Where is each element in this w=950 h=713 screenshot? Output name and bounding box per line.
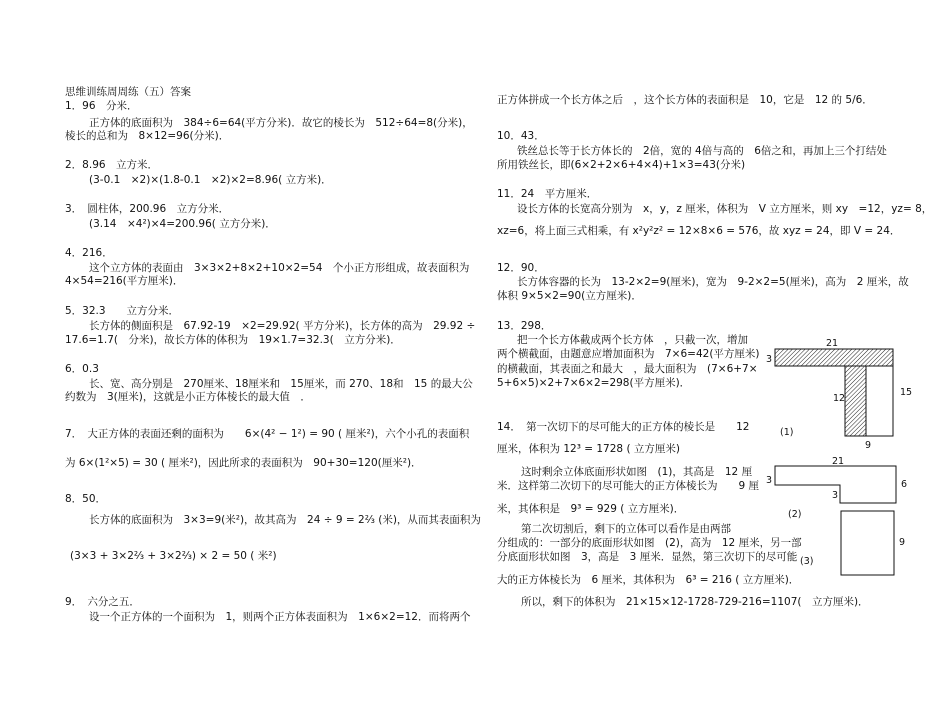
answer-11-heading: 11．24 平方厘米．: [497, 188, 598, 200]
answer-line: 长、宽、高分别是 270厘米、18厘米和 15厘米，而 270、18和 15 的最大公: [89, 378, 473, 390]
fig2-mid-label: 3: [832, 490, 839, 501]
answer-14-heading: 14． 第一次切下的尽可能大的正方体的棱长是 12: [497, 421, 750, 433]
answer-line: (3-0.1 ×2)×(1.8-0.1 ×2)×2=8.96( 立方米)．: [89, 174, 332, 186]
fig1-top-label: 21: [826, 338, 839, 349]
answer-line: 正方体拼成一个长方体之后 ，这个长方体的表面积是 10，它是 12 的 5/6．: [497, 94, 873, 106]
answer-line: 5+6×5)×2+7×6×2=298(平方厘米)．: [497, 377, 691, 389]
answer-line: 体积 9×5×2=90(立方厘米)．: [497, 290, 642, 302]
answer-7-line: 7． 大正方体的表面还剩的面积为 6×(4² − 1²) = 90 ( 厘米²)，六个小孔的表面积: [65, 428, 470, 440]
fig3-caption: (3): [800, 556, 814, 567]
answer-5-heading: 5．32.3 立方分米．: [65, 305, 180, 317]
fig1-mid-label: 12: [833, 393, 846, 404]
answer-9-heading: 9． 六分之五．: [65, 596, 140, 608]
fig1-right-label: 15: [900, 387, 913, 398]
answer-line: 所以，剩下的体积为 21×15×12-1728-729-216=1107( 立方厘米)．: [521, 596, 869, 608]
answer-line: 长方体的底面积为 3×3=9(米²)，故其高为 24 ÷ 9 = 2⅔ (米)，从而其表面积为: [89, 514, 481, 526]
answer-line: 第二次切割后，剩下的立体可以看作是由两部: [521, 523, 731, 535]
answer-line: 这时剩余立体底面形状如图 (1)，其高是 12 厘: [521, 466, 753, 478]
answer-line: 正方体的底面积为 384÷6=64(平方分米)．故它的棱长为 512÷64=8(分米)，: [89, 117, 473, 129]
answer-line: 大的正方体棱长为 6 厘米，其体积为 6³ = 216 ( 立方厘米)．: [497, 574, 800, 586]
formula-line: (3×3 + 3×2⅔ + 3×2⅔) × 2 = 50 ( 米²): [70, 550, 277, 562]
answer-8-heading: 8．50．: [65, 493, 107, 505]
answer-6-heading: 6．0.3: [65, 363, 99, 375]
answer-line: 这个立方体的表面由 3×3×2+8×2+10×2=54 个小正方形组成，故表面积为: [89, 262, 470, 274]
answer-line: 分组成的：一部分的底面形状如图 (2)，高为 12 厘米，另一部: [497, 537, 802, 549]
answer-4-heading: 4．216．: [65, 247, 113, 259]
answer-line: 设长方体的长宽高分别为 x，y，z 厘米，体积为 V 立方厘米，则 xy =12，yz= 8，: [517, 203, 933, 215]
answer-line: xz=6，将上面三式相乘，有 x²y²z² = 12×8×6 = 576，故 xyz = 24，即 V = 24．: [497, 225, 901, 237]
answer-1-heading: 1．96 分米．: [65, 100, 138, 112]
answer-line: 铁丝总长等于长方体长的 2倍，宽的 4倍与高的 6倍之和，再加上三个打结处: [517, 145, 887, 157]
answer-line: 两个横截面，由题意应增加面积为 7×6=42(平方厘米): [497, 348, 760, 360]
fig2-right-label: 6: [901, 479, 908, 490]
fig1-caption: (1): [780, 427, 794, 438]
answer-line: 米．这样第二次切下的尽可能大的正方体棱长为 9 厘: [497, 480, 760, 492]
fig1-left-label: 3: [766, 354, 773, 365]
fig3-right-label: 9: [899, 537, 906, 548]
page-title: 思维训练周周练（五）答案: [65, 86, 191, 98]
answer-line: 约数为 3(厘米)，这就是小正方体棱长的最大值 ．: [65, 391, 311, 403]
answer-line: 棱长的总和为 8×12=96(分米)．: [65, 130, 230, 142]
answer-line: 的横截面，其表面之和最大 ，最大面积为 (7×6+7×: [497, 363, 758, 375]
answer-3-heading: 3． 圆柱体，200.96 立方分米．: [65, 203, 230, 215]
answer-13-heading: 13．298．: [497, 320, 552, 332]
answer-line: 厘米，体积为 12³ = 1728 ( 立方厘米): [497, 443, 680, 455]
fig2-left-label: 3: [766, 475, 773, 486]
answer-line: 4×54=216(平方厘米)．: [65, 275, 184, 287]
fig2-caption: (2): [788, 509, 802, 520]
answer-line: 分底面形状如图 3，高是 3 厘米．显然，第三次切下的尽可能: [497, 551, 798, 563]
answer-12-heading: 12．90．: [497, 262, 545, 274]
answer-line: 长方体容器的长为 13-2×2=9(厘米)，宽为 9-2×2=5(厘米)，高为 2 厘米，故: [517, 276, 909, 288]
answer-line: 为 6×(1²×5) = 30 ( 厘米²)，因此所求的表面积为 90+30=120(厘米²)．: [65, 457, 422, 469]
answer-line: 米，其体积是 9³ = 929 ( 立方厘米)．: [497, 503, 685, 515]
answer-line: 所用铁丝长，即(6×2+2×6+4×4)+1×3=43(分米): [497, 159, 746, 171]
answer-line: (3.14 ×4²)×4=200.96( 立方分米)．: [89, 218, 276, 230]
answer-line: 把一个长方体截成两个长方体 ，只截一次，增加: [517, 334, 748, 346]
answer-line: 17.6=1.7( 分米)，故长方体的体积为 19×1.7=32.3( 立方分米)．: [65, 334, 401, 346]
answer-line: 设一个正方体的一个面积为 1，则两个正方体表面积为 1×6×2=12．而将两个: [89, 611, 471, 623]
answer-2-heading: 2．8.96 立方米．: [65, 159, 159, 171]
answer-line: 长方体的侧面积是 67.92-19 ×2=29.92( 平方分米)，长方体的高为 29.92 ÷: [89, 320, 476, 332]
answer-10-heading: 10．43．: [497, 130, 545, 142]
fig2-top-label: 21: [832, 456, 845, 467]
fig1-bottom-label: 9: [865, 440, 872, 451]
